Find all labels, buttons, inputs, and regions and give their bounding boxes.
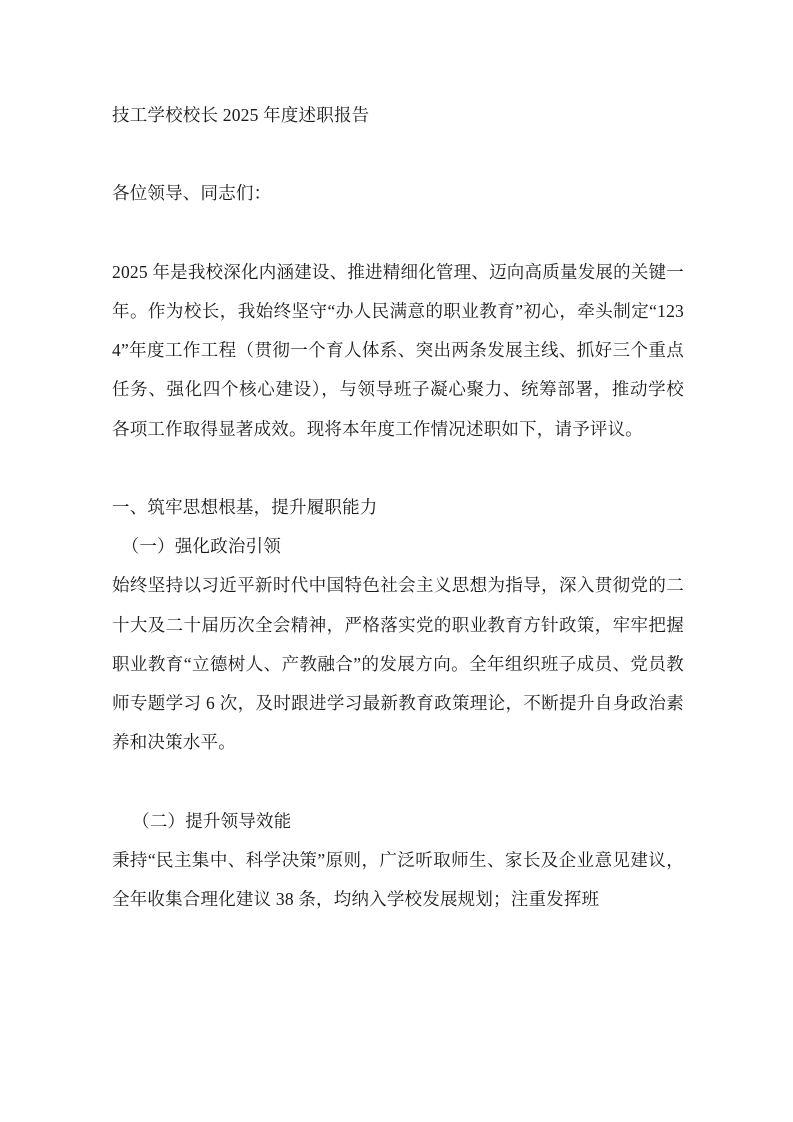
salutation: 各位领导、同志们： bbox=[112, 183, 272, 204]
subsection-body-1-1: 始终坚持以习近平新时代中国特色社会主义思想为指导，深入贯彻党的二十大及二十届历次全会精神，严格落实党的职业教育方针政策，牢牢把握职业教育“立德树人、产教融合”的发展方向。全年组织班子成员、党员教师专题学习 6 次，及时跟进学习最新教育政策理论，不断提升自身政治素养和决策水平。 bbox=[112, 575, 684, 753]
subsection-heading-1-2: （二）提升领导效能 bbox=[132, 810, 292, 831]
subsection-heading-1-1: （一）强化政治引领 bbox=[121, 536, 281, 557]
document-body bbox=[112, 96, 684, 919]
paragraph-spacer bbox=[112, 762, 684, 801]
section-heading-1: 一、筑牢思想根基，提升履职能力 bbox=[112, 496, 378, 517]
subsection-body-1-2: 秉持“民主集中、科学决策”原则，广泛听取师生、家长及企业意见建议，全年收集合理化建议 38 条，均纳入学校发展规划；注重发挥班 bbox=[112, 849, 684, 909]
paragraph-spacer bbox=[112, 449, 684, 488]
page-title: 技工学校校长 2025 年度述职报告 bbox=[112, 105, 370, 125]
intro-paragraph: 2025 年是我校深化内涵建设、推进精细化管理、迈向高质量发展的关键一年。作为校长，我始终坚守“办人民满意的职业教育”初心，牵头制定“1234”年度工作工程（贯彻一个育人体系、突出两条发展主线、抓好三个重点任务、强化四个核心建设），与领导班子凝心聚力、统筹部署，推动学校各项工作取得显著成效。现将本年度工作情况述职如下，请予评议。 bbox=[112, 261, 684, 439]
